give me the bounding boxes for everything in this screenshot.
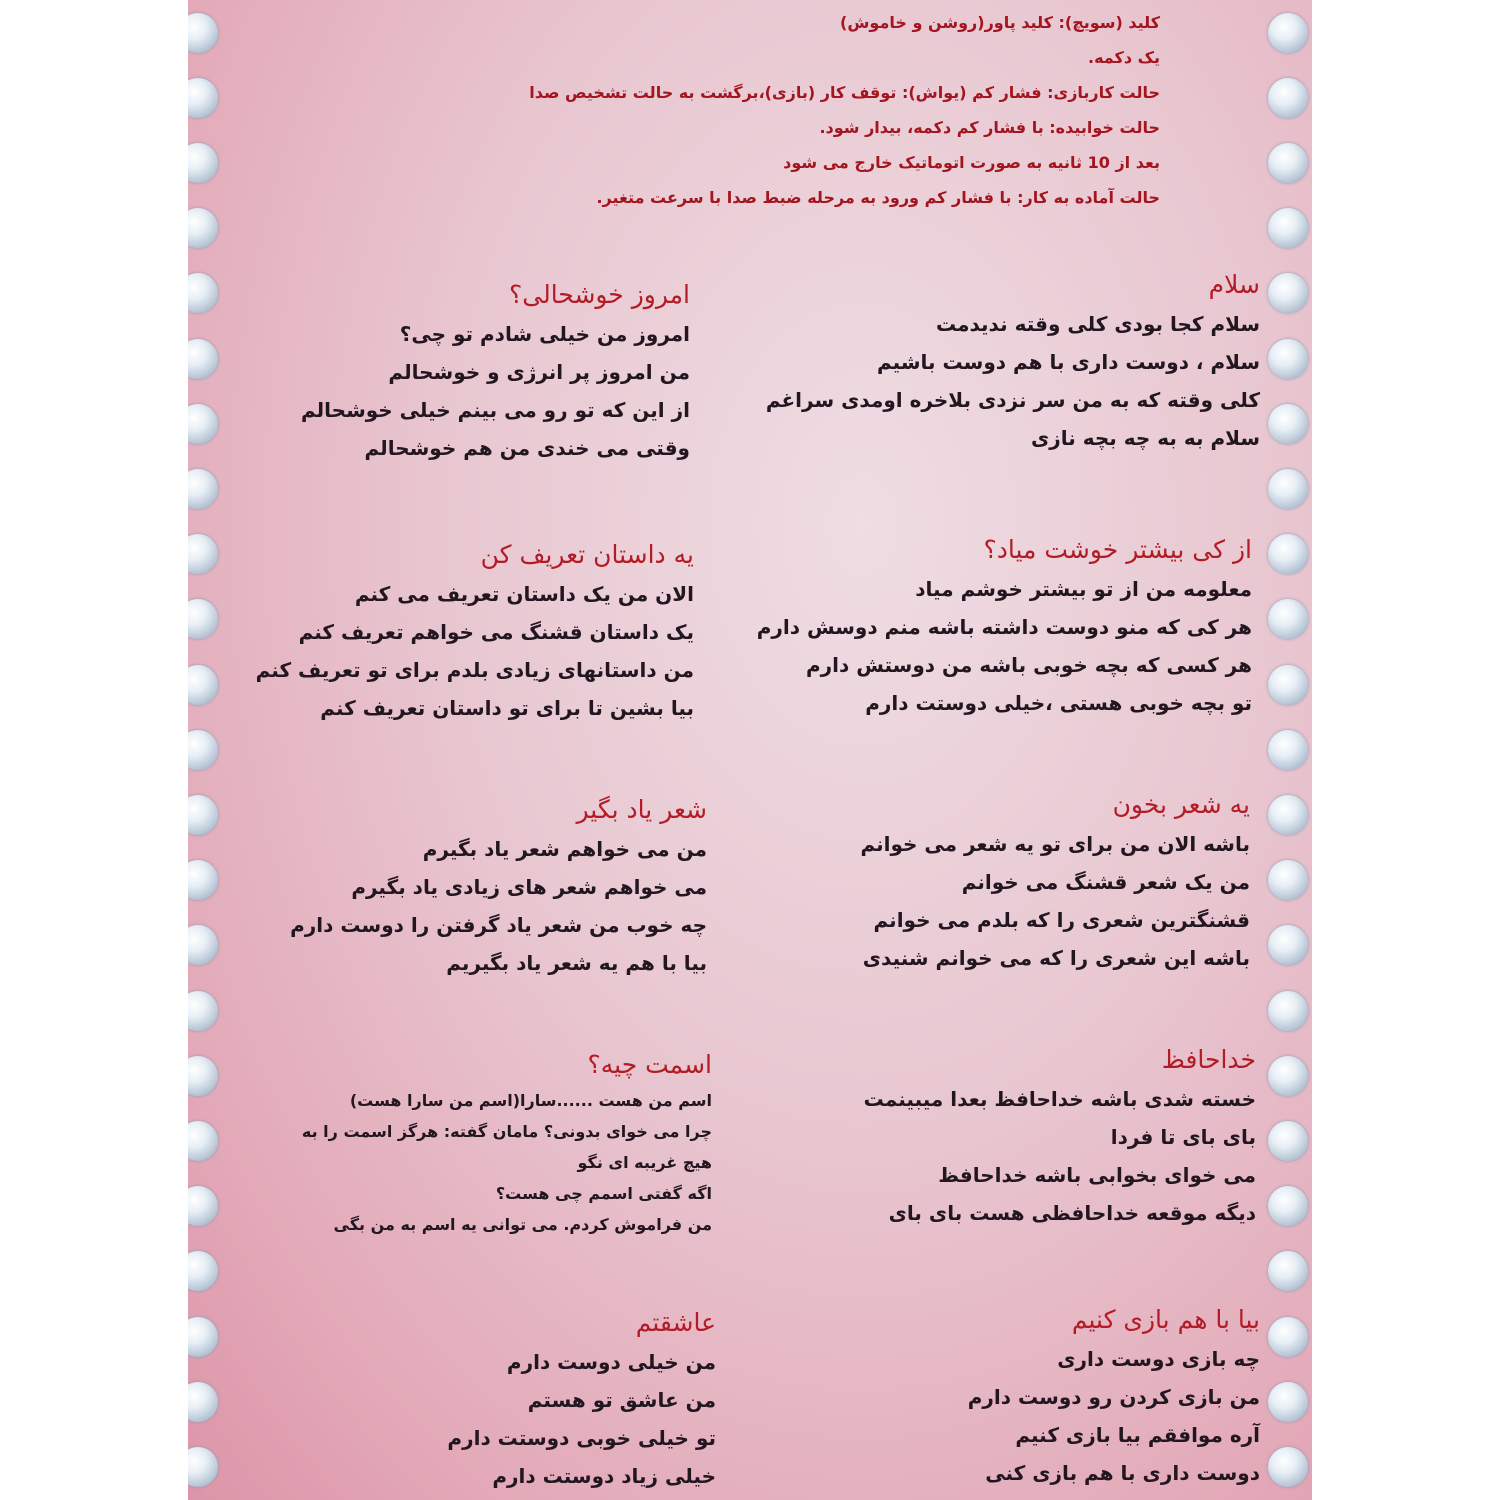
- diamond-icon: [1268, 273, 1308, 313]
- diamond-icon: [1268, 534, 1308, 574]
- diamond-icon: [1268, 1382, 1308, 1422]
- diamond-icon: [1268, 860, 1308, 900]
- section-title: یه شعر بخون: [1112, 790, 1250, 819]
- section-line: آره موافقم بیا بازی کنیم: [1015, 1423, 1260, 1447]
- diamond-icon: [188, 730, 218, 770]
- section-line: معلومه من از تو بیشتر خوشم میاد: [915, 577, 1252, 601]
- section-line: چه خوب من شعر یاد گرفتن را دوست دارم: [290, 913, 707, 937]
- instruction-line: حالت خوابیده: با فشار کم دکمه، بیدار شود.: [819, 118, 1160, 137]
- section-title: عاشقتم: [635, 1308, 716, 1337]
- diamond-icon: [1268, 925, 1308, 965]
- manual-page: [188, 0, 1312, 1500]
- diamond-icon: [1268, 208, 1308, 248]
- diamond-icon: [188, 991, 218, 1031]
- section-line: کلی وقته که به من سر نزدی بلاخره اومدی سراغم: [765, 388, 1260, 412]
- section-line: باشه این شعری را که می خوانم شنیدی: [862, 946, 1250, 970]
- section-line: اگه گفتی اسمم چی هست؟: [495, 1184, 712, 1203]
- section-tell-story: [256, 540, 694, 727]
- diamond-icon: [188, 665, 218, 705]
- section-line: تو بچه خوبی هستی ،خیلی دوستت دارم: [865, 691, 1252, 715]
- diamond-icon: [188, 1382, 218, 1422]
- section-line: من امروز پر انرژی و خوشحالم: [388, 360, 690, 384]
- section-title: شعر یاد بگیر: [576, 795, 707, 824]
- section-line: الان من یک داستان تعریف می کنم: [354, 582, 694, 606]
- section-line: می خواهم شعر های زیادی یاد بگیرم: [351, 875, 707, 899]
- section-line: من بازی کردن رو دوست دارم: [967, 1385, 1260, 1409]
- diamond-icon: [188, 860, 218, 900]
- section-title: سلام: [1208, 270, 1260, 299]
- instruction-line: یک دکمه.: [1088, 48, 1160, 67]
- section-line: بای بای تا فردا: [1110, 1125, 1256, 1149]
- diamond-icon: [188, 404, 218, 444]
- diamond-icon: [1268, 469, 1308, 509]
- diamond-icon: [188, 469, 218, 509]
- section-happy-today: [301, 280, 690, 467]
- diamond-icon: [188, 925, 218, 965]
- section-line: تو خیلی خوبی دوستت دارم: [447, 1426, 716, 1450]
- section-title: از کی بیشتر خوشت میاد؟: [983, 535, 1252, 564]
- section-learn-poem: [290, 795, 707, 982]
- diamond-icon: [1268, 1317, 1308, 1357]
- diamond-icon: [188, 1447, 218, 1487]
- section-line: من می خواهم شعر یاد بگیرم: [422, 837, 707, 861]
- diamond-icon: [188, 1251, 218, 1291]
- diamond-border-left: [188, 0, 222, 1500]
- section-read-poem: [860, 790, 1250, 977]
- diamond-icon: [1268, 143, 1308, 183]
- diamond-icon: [188, 143, 218, 183]
- section-line: هیچ غریبه ای نگو: [577, 1153, 712, 1172]
- section-line: خیلی زیاد دوستت دارم: [492, 1464, 716, 1488]
- section-line: قشنگترین شعری را که بلدم می خوانم: [873, 908, 1250, 932]
- section-line: من فراموش کردم. می توانی یه اسم به من بگی: [333, 1215, 712, 1234]
- section-title: خداحافظ: [1161, 1045, 1256, 1074]
- diamond-icon: [188, 1186, 218, 1226]
- section-line: سلام ، دوست داری با هم دوست باشیم: [877, 350, 1260, 374]
- diamond-icon: [188, 599, 218, 639]
- section-line: دوست داری با هم بازی کنی: [985, 1461, 1260, 1485]
- section-line: چرا می خوای بدونی؟ مامان گفته: هرگز اسمت را به: [301, 1122, 712, 1141]
- section-line: دیگه موقعه خداحافظی هست بای بای: [888, 1201, 1256, 1225]
- diamond-icon: [1268, 599, 1308, 639]
- section-line: من داستانهای زیادی بلدم برای تو تعریف کنم: [255, 658, 694, 682]
- section-line: خسته شدی باشه خداحافظ بعدا میبینمت: [863, 1087, 1256, 1111]
- instructions: [529, 12, 1160, 222]
- diamond-icon: [1268, 339, 1308, 379]
- diamond-icon: [188, 78, 218, 118]
- section-line: اسم من هست ......سارا(اسم من سارا هست): [349, 1091, 712, 1110]
- section-line: بیا بشین تا برای تو داستان تعریف کنم: [320, 696, 694, 720]
- section-line: یک داستان قشنگ می خواهم تعریف کنم: [298, 620, 694, 644]
- section-line: باشه الان من برای تو یه شعر می خوانم: [860, 832, 1250, 856]
- diamond-icon: [188, 208, 218, 248]
- section-salam: [766, 270, 1260, 457]
- section-line: هر کی که منو دوست داشته باشه منم دوسش دارم: [756, 615, 1252, 639]
- diamond-icon: [188, 795, 218, 835]
- instruction-line: حالت آماده به کار: با فشار کم ورود به مرحله ضبط صدا با سرعت متغیر.: [596, 188, 1160, 207]
- section-line: امروز من خیلی شادم تو چی؟: [399, 322, 690, 346]
- diamond-border-right: [1264, 0, 1312, 1500]
- section-line: سلام کجا بودی کلی وقته ندیدمت: [935, 312, 1260, 336]
- instruction-line: کلید (سویچ): کلید پاور(روشن و خاموش): [840, 13, 1160, 32]
- section-line: می خوای بخوابی باشه خداحافظ: [938, 1163, 1256, 1187]
- section-line: هر کسی که بچه خوبی باشه من دوستش دارم: [805, 653, 1252, 677]
- diamond-icon: [1268, 991, 1308, 1031]
- section-title: یه داستان تعریف کن: [480, 540, 694, 569]
- diamond-icon: [1268, 78, 1308, 118]
- section-line: بیا با هم یه شعر یاد بگیریم: [446, 951, 707, 975]
- instruction-line: بعد از 10 ثانیه به صورت اتوماتیک خارج می شود: [783, 153, 1160, 172]
- diamond-icon: [1268, 1251, 1308, 1291]
- diamond-icon: [1268, 1186, 1308, 1226]
- section-line: از این که تو رو می بینم خیلی خوشحالم: [300, 398, 690, 422]
- diamond-icon: [1268, 1447, 1308, 1487]
- section-your-name: [302, 1050, 712, 1240]
- section-title: بیا با هم بازی کنیم: [1071, 1305, 1260, 1334]
- diamond-icon: [1268, 13, 1308, 53]
- section-line: من عاشق تو هستم: [527, 1388, 716, 1412]
- section-goodbye: [864, 1045, 1256, 1232]
- diamond-icon: [1268, 665, 1308, 705]
- instruction-line: حالت کاربازی: فشار کم (یواش): توقف کار (بازی)،برگشت به حالت تشخیص صدا: [529, 83, 1160, 102]
- section-line: چه بازی دوست داری: [1057, 1347, 1260, 1371]
- diamond-icon: [188, 1056, 218, 1096]
- diamond-icon: [188, 13, 218, 53]
- diamond-icon: [1268, 730, 1308, 770]
- diamond-icon: [188, 273, 218, 313]
- diamond-icon: [1268, 795, 1308, 835]
- diamond-icon: [1268, 1121, 1308, 1161]
- diamond-icon: [188, 534, 218, 574]
- section-who-you-like: [757, 535, 1252, 722]
- section-line: من خیلی دوست دارم: [506, 1350, 716, 1374]
- section-line: من یک شعر قشنگ می خوانم: [961, 870, 1250, 894]
- diamond-icon: [188, 1317, 218, 1357]
- section-title: امروز خوشحالی؟: [508, 280, 690, 309]
- section-lets-play: [968, 1305, 1260, 1492]
- diamond-icon: [188, 1121, 218, 1161]
- section-love-you: [447, 1308, 716, 1495]
- section-line: وقتی می خندی من هم خوشحالم: [364, 436, 690, 460]
- diamond-icon: [1268, 1056, 1308, 1096]
- section-title: اسمت چیه؟: [587, 1050, 712, 1079]
- diamond-icon: [1268, 404, 1308, 444]
- diamond-icon: [188, 339, 218, 379]
- section-line: سلام به به چه بچه نازی: [1030, 426, 1260, 450]
